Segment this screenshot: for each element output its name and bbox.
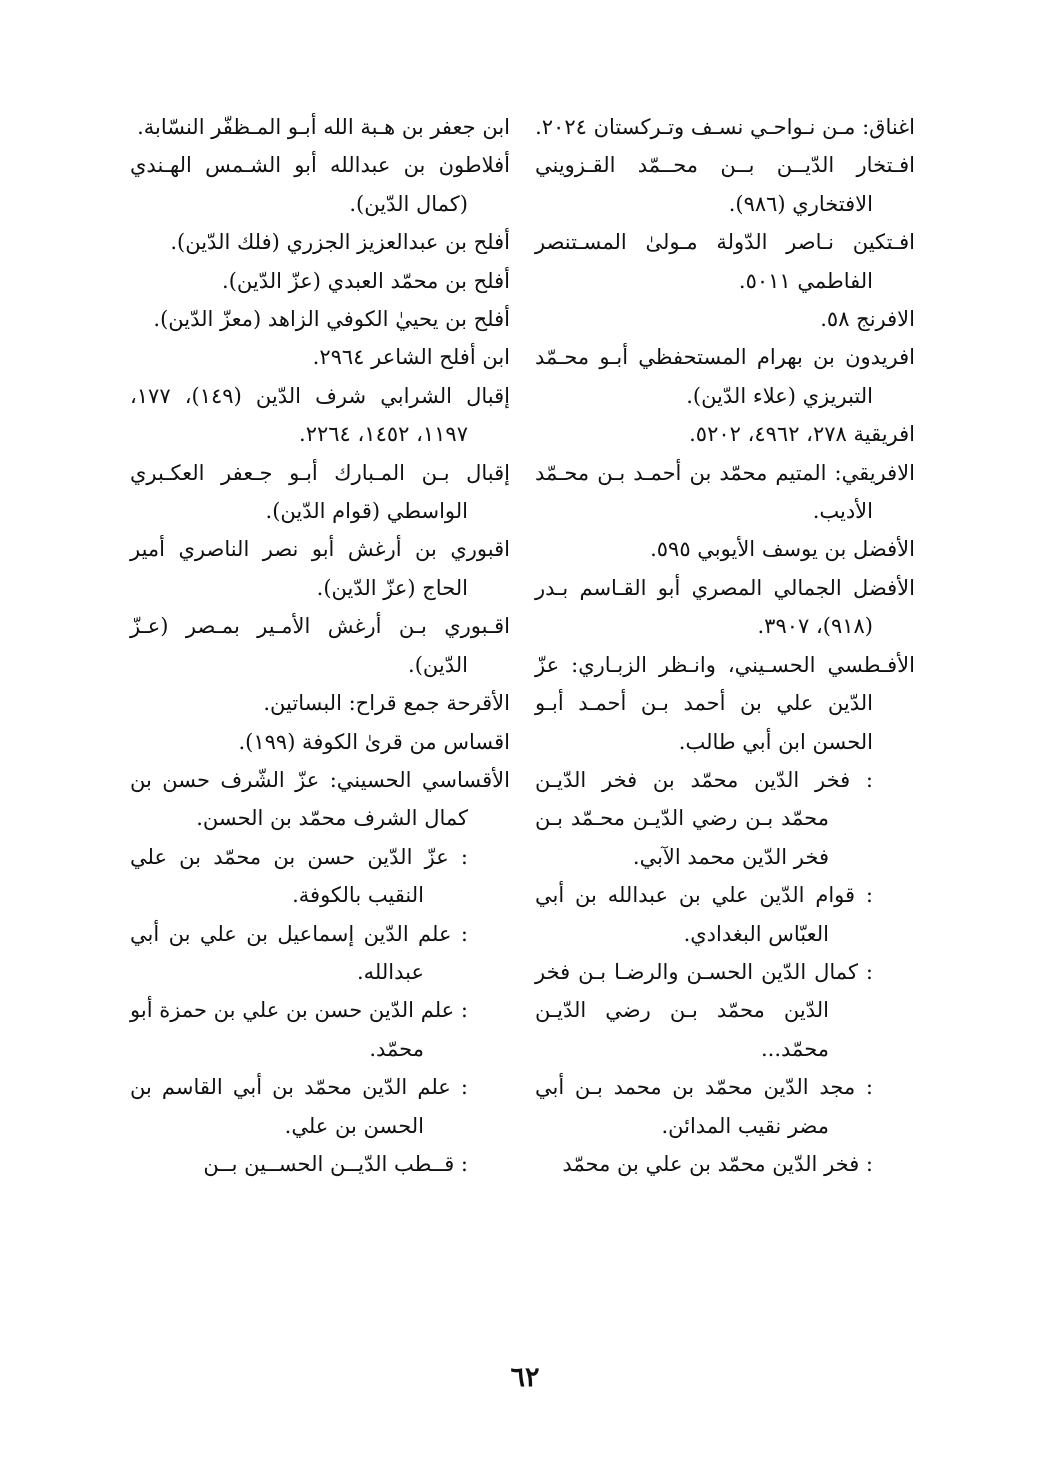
index-subentry: : مجد الدّين محمّد بن محمد بـن أبي مضر نقيب المدائن.: [535, 1075, 873, 1138]
index-subentry: : عزّ الدّين حسن بن محمّد بن علي النقيب بالكوفة.: [130, 844, 468, 908]
index-subentry: : علم الدّين حسن بن علي بن حمزة أبو محمّد.: [130, 998, 468, 1061]
index-entry: افريقية ٢٧٨، ٤٩٦٢، ٥٢٠٢.: [689, 422, 915, 447]
index-entry: الأفضل الجمالي المصري أبو القـاسم بـدر (٩١٨)، ٣٩٠٧.: [535, 575, 915, 639]
index-entry: إقبال بـن المـبارك أبـو جـعفر العكـبري الواسطي (قوام الدّين).: [130, 460, 510, 524]
index-subentry: : علم الدّين محمّد بن أبي القاسم بن الحسن بن علي.: [130, 1075, 468, 1138]
index-column-right: [535, 108, 915, 1183]
index-subentry: : قوام الدّين علي بن عبدالله بن أبي العبّاس البغدادي.: [535, 883, 873, 946]
index-entry: أفلح بن محمّد العبدي (عزّ الدّين).: [222, 268, 510, 293]
index-entry: اقبوري بن أرغش أبو نصر الناصري أمير الحاج (عزّ الدّين).: [130, 537, 510, 600]
index-entry: الأفضل بن يوسف الأيوبي ٥٩٥.: [650, 537, 915, 562]
index-entry: أفلاطون بن عبدالله أبو الشـمس الهـندي (كمال الدّين).: [130, 153, 510, 216]
index-entry: الأقساسي الحسيني: عزّ الشّرف حسن بن كمال الشرف محمّد بن الحسن.: [130, 767, 510, 831]
page-number: ٦٢: [510, 1362, 540, 1393]
index-subentry: : كمال الدّين الحسـن والرضـا بـن فخر الدّين محمّد بـن رضي الدّيـن محمّد...: [535, 959, 873, 1061]
index-entry: أفلح بن يحييٰ الكوفي الزاهد (معزّ الدّين).: [153, 307, 510, 332]
index-entry: الافريقي: المتيم محمّد بن أحمـد بـن محـمّد الأديب.: [535, 460, 915, 524]
index-entry: افـتكين نـاصر الدّولة مـولىٰ المسـتنصر الفاطمي ٥٠١١.: [535, 230, 915, 293]
index-entry: اغناق: مـن نـواحـي نسـف وتـركستان ٢٠٢٤.: [535, 115, 915, 139]
index-entry: اقـبوري بـن أرغش الأمـير بمـصر (عـزّ الدّين).: [130, 614, 510, 677]
index-entry: ابن أفلح الشاعر ٢٩٦٤.: [312, 345, 510, 370]
index-entry: افريدون بن بهرام المستحفظي أبـو محـمّد التبريزي (علاء الدّين).: [535, 345, 915, 408]
index-entry: إقبال الشرابي شرف الدّين (١٤٩)، ١٧٧، ١١٩٧، ١٤٥٢، ٢٢٦٤.: [130, 383, 510, 447]
index-entry: ابن جعفر بن هـبة الله أبـو المـظفّر النسّابة.: [137, 115, 510, 139]
index-entry: الأقرحة جمع قراح: البساتين.: [263, 691, 510, 716]
index-subentry: : فخر الدّين محمّد بن فخر الدّيـن محمّد بـن رضي الدّيـن محـمّد بـن فخر الدّين محمد الآبي.: [535, 767, 873, 869]
index-entry: اقساس من قرىٰ الكوفة (١٩٩).: [238, 729, 510, 754]
index-subentry: : علم الدّين إسماعيل بن علي بن أبي عبدالله.: [130, 921, 468, 984]
index-subentry: : فخر الدّين محمّد بن علي بن محمّد: [562, 1151, 873, 1176]
index-entry: افـتخار الدّيــن بــن محــمّد القـزويني الافتخاري (٩٨٦).: [535, 153, 915, 216]
index-entry: الأفـطسي الحسـيني، وانـظر الزبـاري: عزّ الدّين علي بن أحمد بـن أحمـد أبـو الحسن ابن أبي طالب.: [535, 652, 915, 754]
index-entry: أفلح بن عبدالعزيز الجزري (فلك الدّين).: [170, 230, 510, 255]
index-column-left: [130, 108, 510, 1183]
index-subentry: : قــطب الدّيــن الحســين بــن: [203, 1151, 468, 1176]
index-entry: الافرنج ٥٨.: [820, 307, 915, 332]
